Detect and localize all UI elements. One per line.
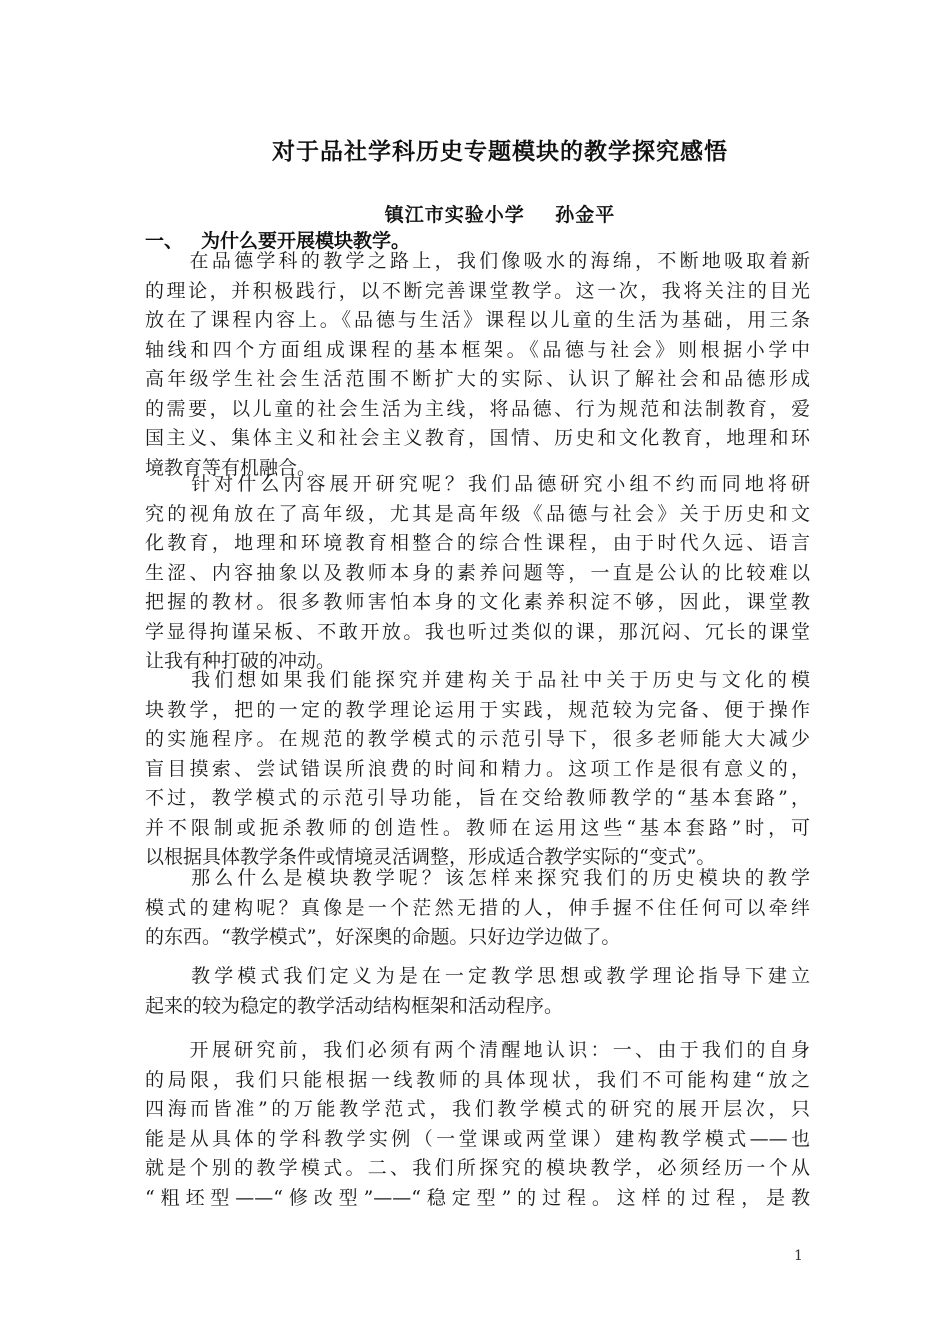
text-line: 并不限制或扼杀教师的创造性。教师在运用这些“基本套路”时，可 (145, 816, 810, 839)
paragraph-6 (145, 1036, 810, 1213)
text-line: 教学模式我们定义为是在一定教学思想或教学理论指导下建立 (145, 965, 810, 987)
text-line: 轴线和四个方面组成课程的基本框架。《品德与社会》则根据小学中 (145, 338, 810, 361)
section-number: 一、 (145, 230, 184, 252)
paragraph-1 (145, 247, 810, 483)
text-line: 在品德学科的教学之路上，我们像吸水的海绵，不断地吸取着新 (145, 250, 810, 272)
text-line: 化教育，地理和环境教育相整合的综合性课程，由于时代久远、语言 (145, 532, 810, 554)
text-line: 的实施程序。在规范的教学模式的示范引导下，很多老师能大大减少 (145, 728, 810, 750)
author-line: 镇江市实验小学 孙金平 (384, 204, 616, 226)
text-line: 放在了课程内容上。《品德与生活》课程以儿童的生活为基础，用三条 (145, 309, 810, 331)
section-title: 为什么要开展模块教学。 (201, 230, 411, 252)
text-line: 高年级学生社会生活范围不断扩大的实际、认识了解社会和品德形成 (145, 368, 810, 390)
text-line: 块教学，把的一定的教学理论运用于实践，规范较为完备、便于操作 (145, 698, 810, 721)
text-line: 能是从具体的学科教学实例（一堂课或两堂课）建构教学模式——也 (145, 1127, 810, 1150)
text-line: 盲目摸索、尝试错误所浪费的时间和精力。这项工作是很有意义的， (145, 757, 810, 780)
text-line: 模式的建构呢？真像是一个茫然无措的人，伸手握不住任何可以牵绊 (145, 896, 810, 919)
text-line: 那么什么是模块教学呢？该怎样来探究我们的历史模块的教学 (145, 867, 810, 889)
text-line: 开展研究前，我们必须有两个清醒地认识：一、由于我们的自身 (145, 1039, 810, 1061)
text-line: 的局限，我们只能根据一线教师的具体现状，我们不可能构建“放之 (145, 1068, 810, 1091)
paragraph-5 (145, 962, 810, 1021)
text-line: 我们想如果我们能探究并建构关于品社中关于历史与文化的模 (145, 669, 810, 691)
text-line: 的需要，以儿童的社会生活为主线，将品德、行为规范和法制教育，爱 (145, 397, 810, 420)
text-line: 的理论，并积极践行，以不断完善课堂教学。这一次，我将关注的目光 (145, 279, 810, 302)
page-number: 1 (794, 1248, 803, 1264)
text-line: 究的视角放在了高年级，尤其是高年级《品德与社会》关于历史和文 (145, 502, 810, 525)
text-line: 境教育等有机融合。 (145, 456, 317, 479)
paragraph-4 (145, 864, 810, 953)
text-line: 起来的较为稳定的教学活动结构框架和活动程序。 (145, 994, 564, 1017)
text-line: “粗坯型——“修改型”——“稳定型”的过程。这样的过程，是教 (145, 1186, 810, 1209)
text-line: 生涩、内容抽象以及教师本身的素养问题等，一直是公认的比较难以 (145, 561, 810, 584)
text-line: 国主义、集体主义和社会主义教育，国情、历史和文化教育，地理和环 (145, 427, 810, 449)
text-line: 就是个别的教学模式。二、我们所探究的模块教学，必须经历一个从 (145, 1157, 810, 1179)
text-line: 针对什么内容展开研究呢？我们品德研究小组不约而同地将研 (145, 473, 810, 495)
text-line: 以根据具体教学条件或情境灵活调整，形成适合教学实际的“变式”。 (145, 846, 716, 868)
paragraph-3 (145, 666, 810, 873)
text-line: 让我有种打破的冲动。 (145, 650, 336, 672)
text-line: 不过，教学模式的示范引导功能，旨在交给教师教学的“基本套路”， (145, 787, 810, 809)
text-line: 的东西。“教学模式”，好深奥的命题。只好边学边做了。 (145, 926, 621, 948)
text-line: 把握的教材。很多教师害怕本身的文化素养积淀不够，因此，课堂教 (145, 591, 810, 613)
document-title: 对于品社学科历史专题模块的教学探究感悟 (272, 139, 728, 165)
text-line: 四海而皆准”的万能教学范式，我们教学模式的研究的展开层次，只 (145, 1098, 810, 1120)
text-line: 学显得拘谨呆板、不敢开放。我也听过类似的课，那沉闷、冗长的课堂 (145, 620, 810, 643)
paragraph-2 (145, 470, 810, 677)
